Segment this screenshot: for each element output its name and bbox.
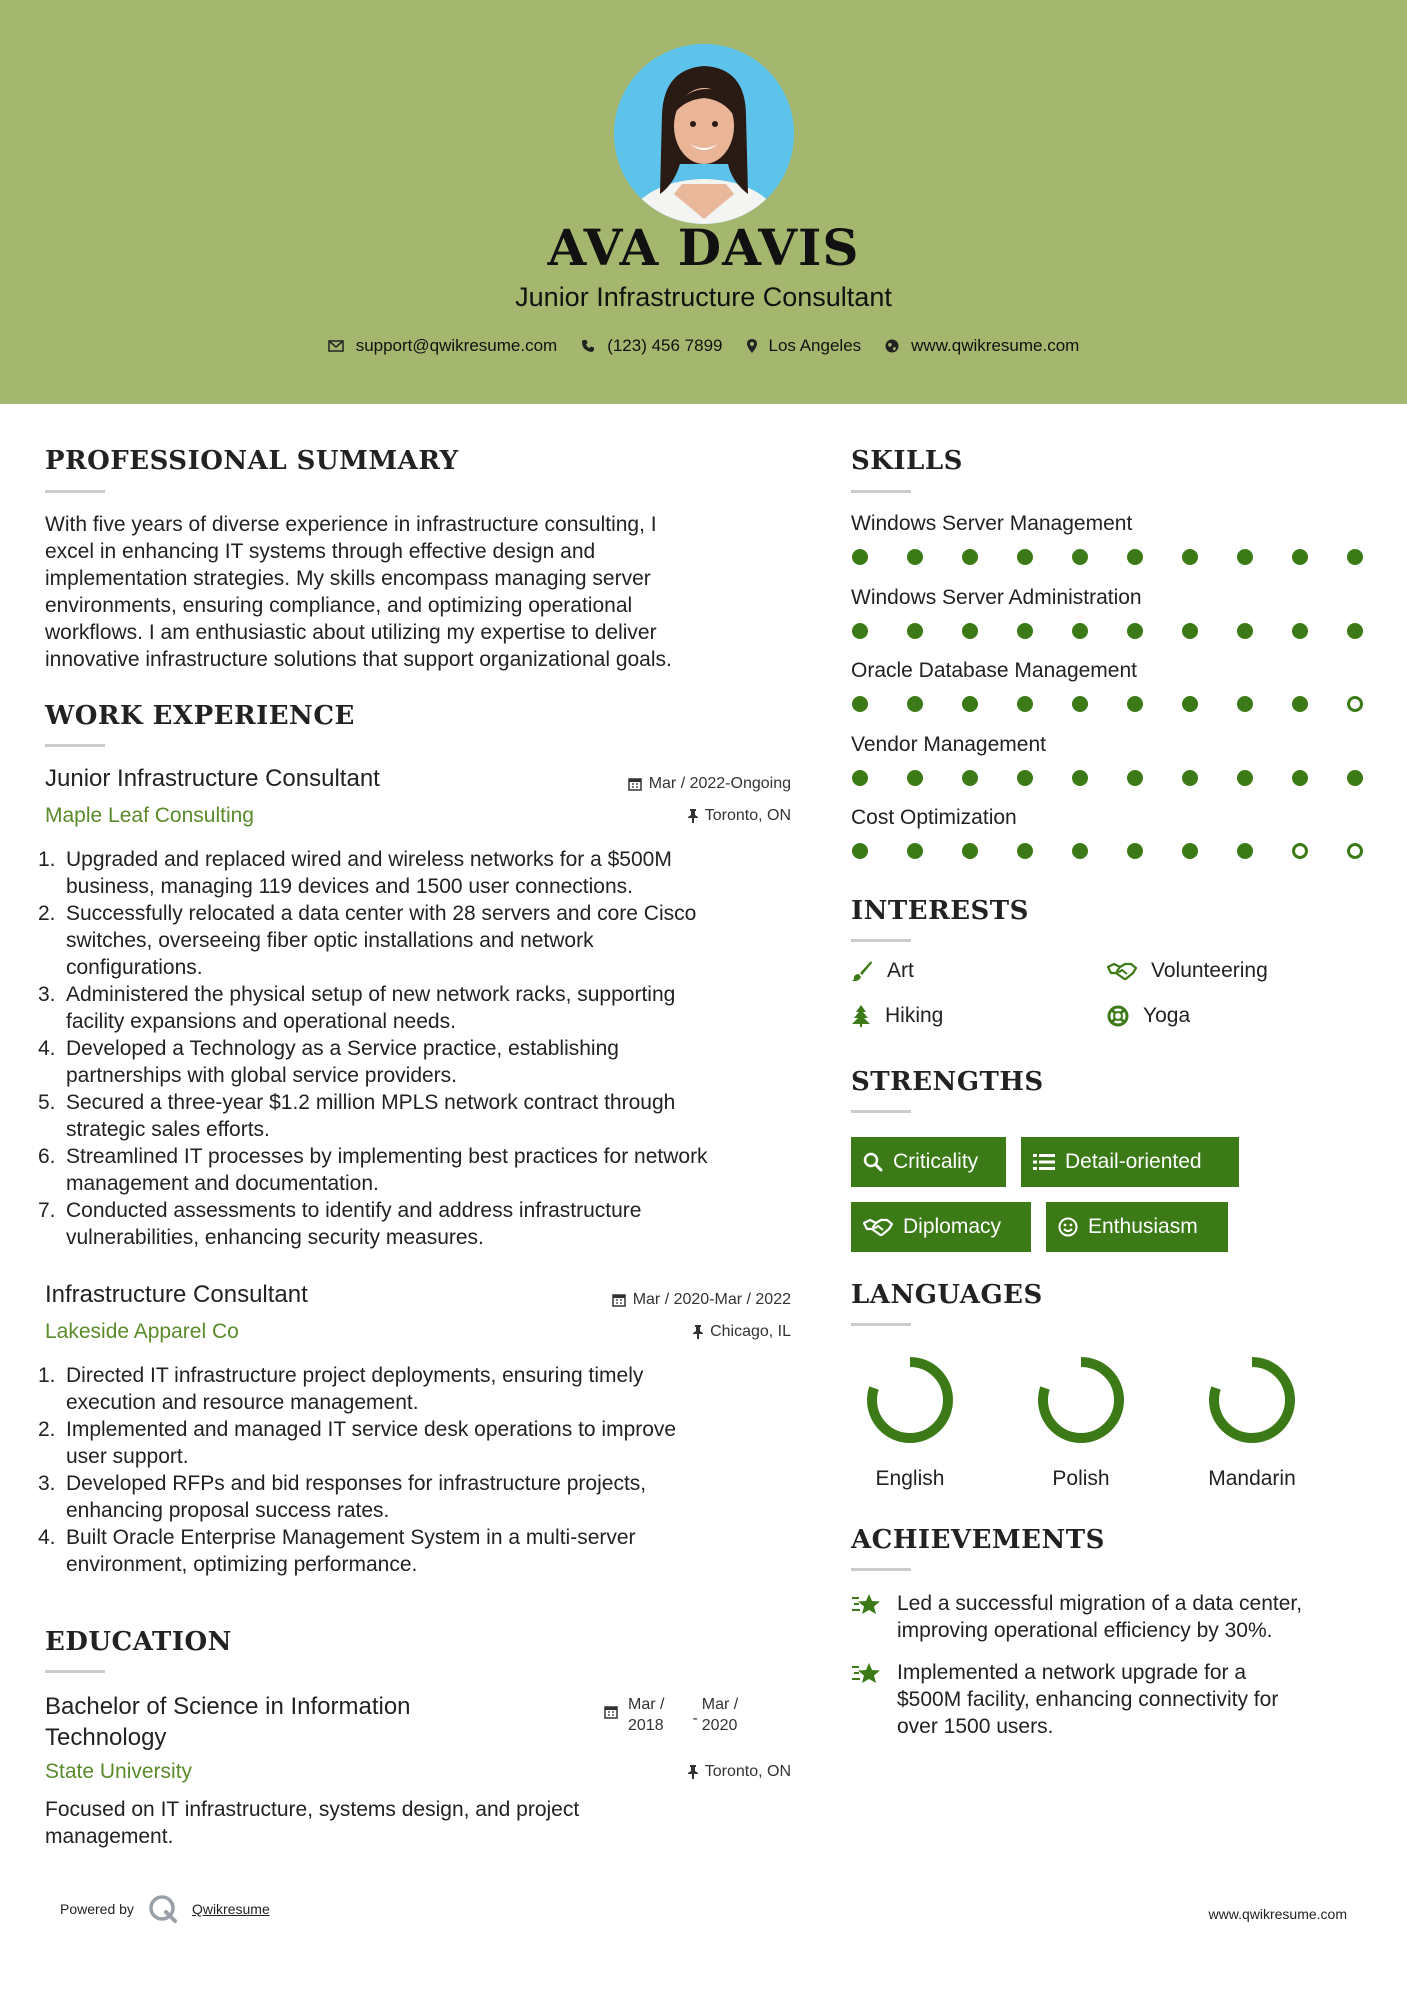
school-name: State University bbox=[45, 1760, 193, 1783]
language-progress-ring bbox=[862, 1352, 958, 1448]
contact-website[interactable] bbox=[885, 336, 1079, 356]
achievements-rule bbox=[851, 1568, 911, 1571]
email-text: support@qwikresume.com bbox=[355, 336, 558, 355]
rating-dot-filled bbox=[907, 549, 923, 565]
rating-dot-filled bbox=[1072, 696, 1088, 712]
rating-dot-filled bbox=[1237, 843, 1253, 859]
map-pin-icon bbox=[747, 339, 757, 353]
job-location bbox=[688, 807, 791, 825]
education-dates bbox=[604, 1694, 738, 1736]
rating-dot-filled bbox=[852, 770, 868, 786]
achievement-item: Implemented a network upgrade for a $500M facility, enhancing connectivity for over 1500 users. bbox=[851, 1659, 1371, 1740]
calendar-icon bbox=[628, 777, 642, 791]
rating-dot-filled bbox=[1237, 770, 1253, 786]
strength-enthusiasm bbox=[1046, 1202, 1228, 1252]
languages-rule bbox=[851, 1323, 911, 1326]
interest-label: Volunteering bbox=[1151, 959, 1268, 982]
degree-line: Technology bbox=[45, 1724, 167, 1751]
rating-dot-filled bbox=[1017, 843, 1033, 859]
job-date-text: Mar / 2020-Mar / 2022 bbox=[632, 1291, 791, 1308]
rating-dot-filled bbox=[1292, 770, 1308, 786]
list-item: 2. Successfully relocated a data center with 28 servers and core Cisco switches, overseeing fiber optic installations and network configurations. bbox=[38, 902, 697, 979]
interest-volunteering bbox=[1107, 959, 1268, 983]
language-progress-ring bbox=[1204, 1352, 1300, 1448]
education-description bbox=[45, 1796, 805, 1850]
list-item: 3. Developed RFPs and bid responses for infrastructure projects, enhancing proposal success rates. bbox=[38, 1472, 647, 1522]
language-level-arc bbox=[872, 1362, 948, 1438]
rating-dot-filled bbox=[1017, 696, 1033, 712]
powered-by-text: Powered by bbox=[60, 1901, 134, 1917]
education-rule bbox=[45, 1670, 105, 1673]
skill-name: Vendor Management bbox=[851, 732, 1046, 756]
rating-dot-filled bbox=[1072, 549, 1088, 565]
list-item: 2. Implemented and managed IT service desk operations to improve user support. bbox=[38, 1418, 677, 1468]
job-date-text: Mar / 2022-Ongoing bbox=[648, 775, 791, 792]
phone-icon bbox=[581, 339, 595, 353]
globe-icon bbox=[885, 339, 899, 353]
job-duties-list bbox=[38, 846, 808, 1251]
rating-dot-filled bbox=[852, 623, 868, 639]
date-dash: - bbox=[692, 1710, 698, 1727]
rating-dot-filled bbox=[1072, 843, 1088, 859]
handshake-icon bbox=[863, 1217, 893, 1237]
skills-rule bbox=[851, 490, 911, 493]
rating-dot-filled bbox=[852, 843, 868, 859]
skill-name: Windows Server Management bbox=[851, 512, 1133, 535]
list-icon bbox=[1033, 1153, 1055, 1171]
calendar-icon bbox=[612, 1293, 626, 1307]
summary-line: excel in enhancing IT systems through effective design and bbox=[45, 540, 596, 563]
rating-dot-filled bbox=[907, 696, 923, 712]
language-progress-ring bbox=[1033, 1352, 1129, 1448]
pushpin-icon bbox=[693, 1325, 703, 1339]
experience-rule bbox=[45, 744, 105, 747]
pushpin-icon bbox=[688, 809, 698, 823]
search-icon bbox=[863, 1152, 883, 1172]
rating-dot-empty bbox=[1347, 843, 1363, 859]
strength-diplomacy bbox=[851, 1202, 1031, 1252]
list-item: 4. Built Oracle Enterprise Management System in a multi-server environment, optimizing performance. bbox=[38, 1526, 636, 1576]
handshake-icon bbox=[1107, 961, 1137, 981]
rating-dot-filled bbox=[907, 623, 923, 639]
contact-bar bbox=[0, 336, 1407, 356]
job-date bbox=[612, 1291, 791, 1309]
summary-text bbox=[45, 511, 805, 673]
envelope-icon bbox=[328, 339, 344, 353]
contact-location bbox=[747, 336, 862, 356]
skill-name: Cost Optimization bbox=[851, 806, 1017, 829]
degree-title bbox=[45, 1691, 411, 1753]
interest-yoga bbox=[1107, 1004, 1190, 1028]
company-name: Maple Leaf Consulting bbox=[45, 804, 254, 827]
interest-label: Yoga bbox=[1143, 1004, 1191, 1027]
rating-dot-filled bbox=[1347, 623, 1363, 639]
strength-label: Criticality bbox=[893, 1150, 979, 1173]
strengths-rule bbox=[851, 1110, 911, 1113]
skill-name: Oracle Database Management bbox=[851, 659, 1137, 682]
education-heading: EDUCATION bbox=[45, 1627, 232, 1657]
interests-rule bbox=[851, 939, 911, 942]
lifering-icon bbox=[1107, 1005, 1129, 1027]
list-item: 6. Streamlined IT processes by implementing best practices for network management and documentation. bbox=[38, 1145, 708, 1195]
skills-heading: SKILLS bbox=[851, 446, 963, 476]
paintbrush-icon bbox=[851, 960, 873, 982]
rating-dot-filled bbox=[962, 623, 978, 639]
start-date: Mar / 2018 bbox=[628, 1696, 665, 1734]
interests-heading: INTERESTS bbox=[851, 896, 1029, 926]
rating-dot-filled bbox=[1127, 843, 1143, 859]
experience-heading: WORK EXPERIENCE bbox=[45, 701, 355, 731]
rating-dot-filled bbox=[962, 843, 978, 859]
skill-rating bbox=[852, 696, 1402, 712]
rating-dot-filled bbox=[1017, 623, 1033, 639]
rating-dot-filled bbox=[1127, 623, 1143, 639]
skill-rating bbox=[852, 549, 1402, 565]
star-icon bbox=[851, 1592, 883, 1618]
strengths-heading: STRENGTHS bbox=[851, 1067, 1044, 1097]
rating-dot-filled bbox=[1127, 770, 1143, 786]
qwikresume-link[interactable]: Qwikresume bbox=[191, 1901, 270, 1917]
job-date bbox=[628, 775, 791, 793]
rating-dot-filled bbox=[1127, 549, 1143, 565]
list-item: 1. Directed IT infrastructure project deployments, ensuring timely execution and resource management. bbox=[38, 1364, 644, 1414]
rating-dot-filled bbox=[852, 696, 868, 712]
rating-dot-filled bbox=[907, 843, 923, 859]
skill-rating bbox=[852, 843, 1402, 859]
skill-rating bbox=[852, 623, 1402, 639]
summary-heading: PROFESSIONAL SUMMARY bbox=[45, 446, 459, 476]
pushpin-icon bbox=[688, 1765, 698, 1779]
contact-email[interactable] bbox=[328, 336, 558, 356]
rating-dot-filled bbox=[962, 549, 978, 565]
rating-dot-filled bbox=[1182, 696, 1198, 712]
list-item: 1. Upgraded and replaced wired and wireless networks for a $500M business, managing 119 devices and 1500 user connections. bbox=[38, 848, 672, 898]
list-item: 3. Administered the physical setup of new network racks, supporting facility expansions and operational needs. bbox=[38, 983, 676, 1033]
footer-website[interactable]: www.qwikresume.com bbox=[1208, 1906, 1347, 1922]
education-desc-line: management. bbox=[45, 1825, 174, 1848]
education-location-text: Toronto, ON bbox=[704, 1763, 791, 1780]
education-location bbox=[688, 1763, 791, 1781]
contact-phone[interactable] bbox=[581, 336, 722, 356]
job-title: Junior Infrastructure Consultant bbox=[45, 765, 380, 792]
rating-dot-filled bbox=[1072, 770, 1088, 786]
list-item: 4. Developed a Technology as a Service practice, establishing partnerships with global service providers. bbox=[38, 1037, 619, 1087]
job-location-text: Toronto, ON bbox=[704, 807, 791, 824]
list-item: 7. Conducted assessments to identify and address infrastructure vulnerabilities, enhancing security measures. bbox=[38, 1199, 642, 1249]
rating-dot-empty bbox=[1292, 843, 1308, 859]
interest-label: Art bbox=[887, 959, 914, 982]
summary-line: implementation strategies. My skills encompass managing server bbox=[45, 567, 651, 590]
rating-dot-filled bbox=[1292, 623, 1308, 639]
achievement-item: Led a successful migration of a data center, improving operational efficiency by 30%. bbox=[851, 1590, 1371, 1644]
rating-dot-filled bbox=[1347, 549, 1363, 565]
candidate-title: Junior Infrastructure Consultant bbox=[515, 282, 892, 312]
rating-dot-filled bbox=[1237, 696, 1253, 712]
summary-line: workflows. I am enthusiastic about utilizing my expertise to deliver bbox=[45, 621, 657, 644]
job-location-text: Chicago, IL bbox=[710, 1323, 791, 1340]
language-level-arc bbox=[1043, 1362, 1119, 1438]
rating-dot-filled bbox=[1072, 623, 1088, 639]
summary-rule bbox=[45, 490, 105, 493]
rating-dot-filled bbox=[1237, 549, 1253, 565]
strength-label: Enthusiasm bbox=[1088, 1215, 1198, 1238]
strength-criticality bbox=[851, 1137, 1006, 1187]
list-item: 5. Secured a three-year $1.2 million MPLS network contract through strategic sales efforts. bbox=[38, 1091, 676, 1141]
rating-dot-filled bbox=[1017, 549, 1033, 565]
tree-icon bbox=[851, 1005, 871, 1027]
languages-heading: LANGUAGES bbox=[851, 1280, 1043, 1310]
rating-dot-filled bbox=[907, 770, 923, 786]
location-text: Los Angeles bbox=[768, 336, 862, 355]
header-banner bbox=[0, 0, 1407, 404]
end-date: Mar / 2020 bbox=[701, 1696, 739, 1734]
candidate-name: AVA DAVIS bbox=[547, 218, 860, 277]
strength-detail-oriented bbox=[1021, 1137, 1239, 1187]
rating-dot-filled bbox=[1182, 623, 1198, 639]
interest-hiking bbox=[851, 1004, 943, 1028]
language-level-arc bbox=[1214, 1362, 1290, 1438]
skill-name: Windows Server Administration bbox=[851, 585, 1142, 609]
achievements-heading: ACHIEVEMENTS bbox=[851, 1525, 1105, 1555]
degree-line: Bachelor of Science in Information bbox=[45, 1693, 411, 1720]
rating-dot-filled bbox=[1182, 549, 1198, 565]
rating-dot-filled bbox=[1182, 843, 1198, 859]
phone-text: (123) 456 7899 bbox=[607, 336, 723, 355]
education-desc-line: Focused on IT infrastructure, systems design, and project bbox=[45, 1798, 580, 1821]
rating-dot-empty bbox=[1347, 696, 1363, 712]
footer-powered-by bbox=[60, 1894, 270, 1924]
language-label: Polish bbox=[1052, 1467, 1110, 1490]
rating-dot-filled bbox=[1292, 696, 1308, 712]
skill-rating bbox=[852, 770, 1402, 786]
job-title: Infrastructure Consultant bbox=[45, 1281, 308, 1308]
rating-dot-filled bbox=[1127, 696, 1143, 712]
qwikresume-logo-icon bbox=[148, 1894, 178, 1924]
language-label: English bbox=[875, 1467, 945, 1490]
rating-dot-filled bbox=[852, 549, 868, 565]
website-text: www.qwikresume.com bbox=[911, 336, 1080, 355]
strength-label: Detail-oriented bbox=[1065, 1150, 1202, 1173]
profile-photo bbox=[614, 44, 794, 224]
rating-dot-filled bbox=[962, 696, 978, 712]
language-item bbox=[850, 1352, 970, 1491]
smile-icon bbox=[1058, 1217, 1078, 1237]
rating-dot-filled bbox=[1292, 549, 1308, 565]
interest-art bbox=[851, 959, 914, 983]
rating-dot-filled bbox=[1182, 770, 1198, 786]
summary-line: environments, ensuring compliance, and optimizing operational bbox=[45, 594, 633, 617]
interest-label: Hiking bbox=[885, 1004, 944, 1027]
rating-dot-filled bbox=[962, 770, 978, 786]
language-item bbox=[1192, 1352, 1312, 1491]
summary-line: With five years of diverse experience in infrastructure consulting, I bbox=[45, 513, 657, 536]
job-location bbox=[693, 1323, 791, 1341]
star-icon bbox=[851, 1661, 883, 1687]
summary-line: innovative infrastructure solutions that support organizational goals. bbox=[45, 648, 672, 671]
rating-dot-filled bbox=[1017, 770, 1033, 786]
job-duties-list bbox=[38, 1362, 808, 1578]
strength-label: Diplomacy bbox=[903, 1215, 1002, 1238]
rating-dot-filled bbox=[1347, 770, 1363, 786]
calendar-icon bbox=[604, 1705, 618, 1719]
language-item bbox=[1021, 1352, 1141, 1491]
rating-dot-filled bbox=[1237, 623, 1253, 639]
language-label: Mandarin bbox=[1208, 1467, 1296, 1490]
company-name: Lakeside Apparel Co bbox=[45, 1320, 239, 1343]
